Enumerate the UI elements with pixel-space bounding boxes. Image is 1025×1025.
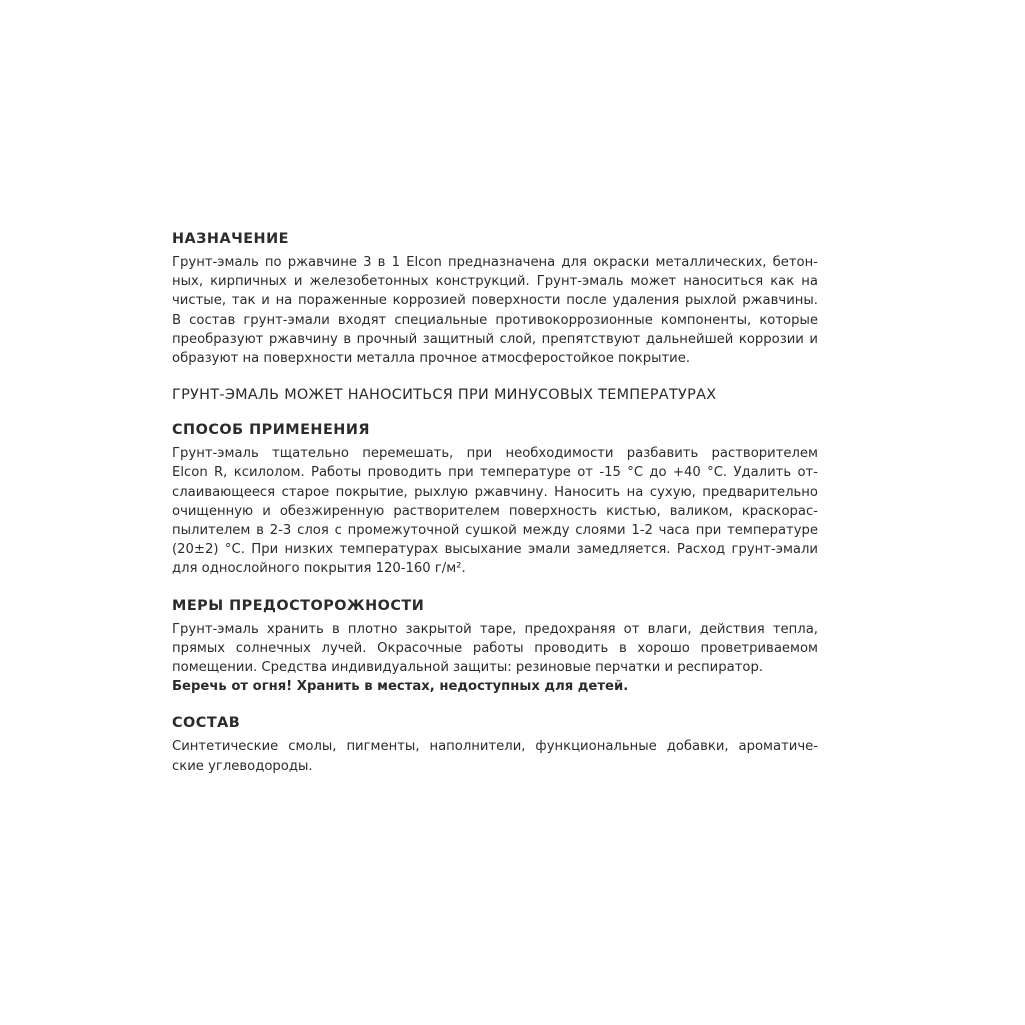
section-text-precautions xyxy=(172,620,818,697)
notice-minus-temperatures: ГРУНТ-ЭМАЛЬ МОЖЕТ НАНОСИТЬСЯ ПРИ МИНУСОВЫХ ТЕМПЕРАТУРАХ xyxy=(172,387,717,404)
text-line: чистые, так и на пораженные коррозией поверхности после удаления рыхлой ржавчины. xyxy=(172,293,818,309)
section-composition xyxy=(172,714,818,775)
safety-warning: Беречь от огня! Хранить в местах, недоступных для детей. xyxy=(172,679,629,695)
section-heading-application: СПОСОБ ПРИМЕНЕНИЯ xyxy=(172,422,370,439)
text-line: очищенную и обезжиренную растворителем поверхность кистью, валиком, краскорас- xyxy=(172,503,818,519)
text-line: Синтетические смолы, пигменты, наполнители, функциональные добавки, ароматиче- xyxy=(172,739,818,755)
text-line: Грунт-эмаль по ржавчине 3 в 1 Elcon предназначена для окраски металлических, бетон- xyxy=(172,255,818,270)
text-line: Elcon R, ксилолом. Работы проводить при температуре от -15 °С до +40 °С. Удалить от- xyxy=(172,465,818,481)
text-line: прямых солнечных лучей. Окрасочные работы проводить в хорошо проветриваемом xyxy=(172,640,818,656)
section-heading-purpose: НАЗНАЧЕНИЕ xyxy=(172,231,289,247)
text-line: ных, кирпичных и железобетонных конструкций. Грунт-эмаль может наноситься как на xyxy=(172,274,818,290)
section-application xyxy=(172,421,818,578)
text-line: В состав грунт-эмали входят специальные противокоррозионные компоненты, которые xyxy=(172,312,818,328)
section-heading-composition: СОСТАВ xyxy=(172,715,241,732)
text-line: образуют на поверхности металла прочное атмосферостойкое покрытие. xyxy=(172,351,691,367)
section-precautions xyxy=(172,597,818,697)
text-line: Грунт-эмаль хранить в плотно закрытой таре, предохраняя от влаги, действия тепла, xyxy=(172,621,818,637)
text-line: слаивающееся старое покрытие, рыхлую ржавчину. Наносить на сухую, предварительно xyxy=(172,484,818,500)
section-text-composition xyxy=(172,737,818,775)
text-line: Грунт-эмаль тщательно перемешать, при необходимости разбавить растворителем xyxy=(172,446,818,462)
text-line: ские углеводороды. xyxy=(172,758,313,774)
section-heading-precautions: МЕРЫ ПРЕДОСТОРОЖНОСТИ xyxy=(172,597,425,614)
section-text-application xyxy=(172,444,818,578)
section-text-purpose xyxy=(172,253,818,368)
document-body xyxy=(172,230,818,794)
section-purpose xyxy=(172,230,818,368)
text-line: (20±2) °С. При низких температурах высыхание эмали замедляется. Расход грунт-эмали xyxy=(172,542,818,558)
text-line: помещении. Средства индивидуальной защиты: резиновые перчатки и респиратор. xyxy=(172,660,764,676)
text-line: для однослойного покрытия 120-160 г/м². xyxy=(172,561,466,577)
text-line: пылителем в 2-3 слоя с промежуточной сушкой между слоями 1-2 часа при температуре xyxy=(172,523,818,539)
text-line: преобразуют ржавчину в прочный защитный слой, препятствуют дальнейшей коррозии и xyxy=(172,331,818,347)
